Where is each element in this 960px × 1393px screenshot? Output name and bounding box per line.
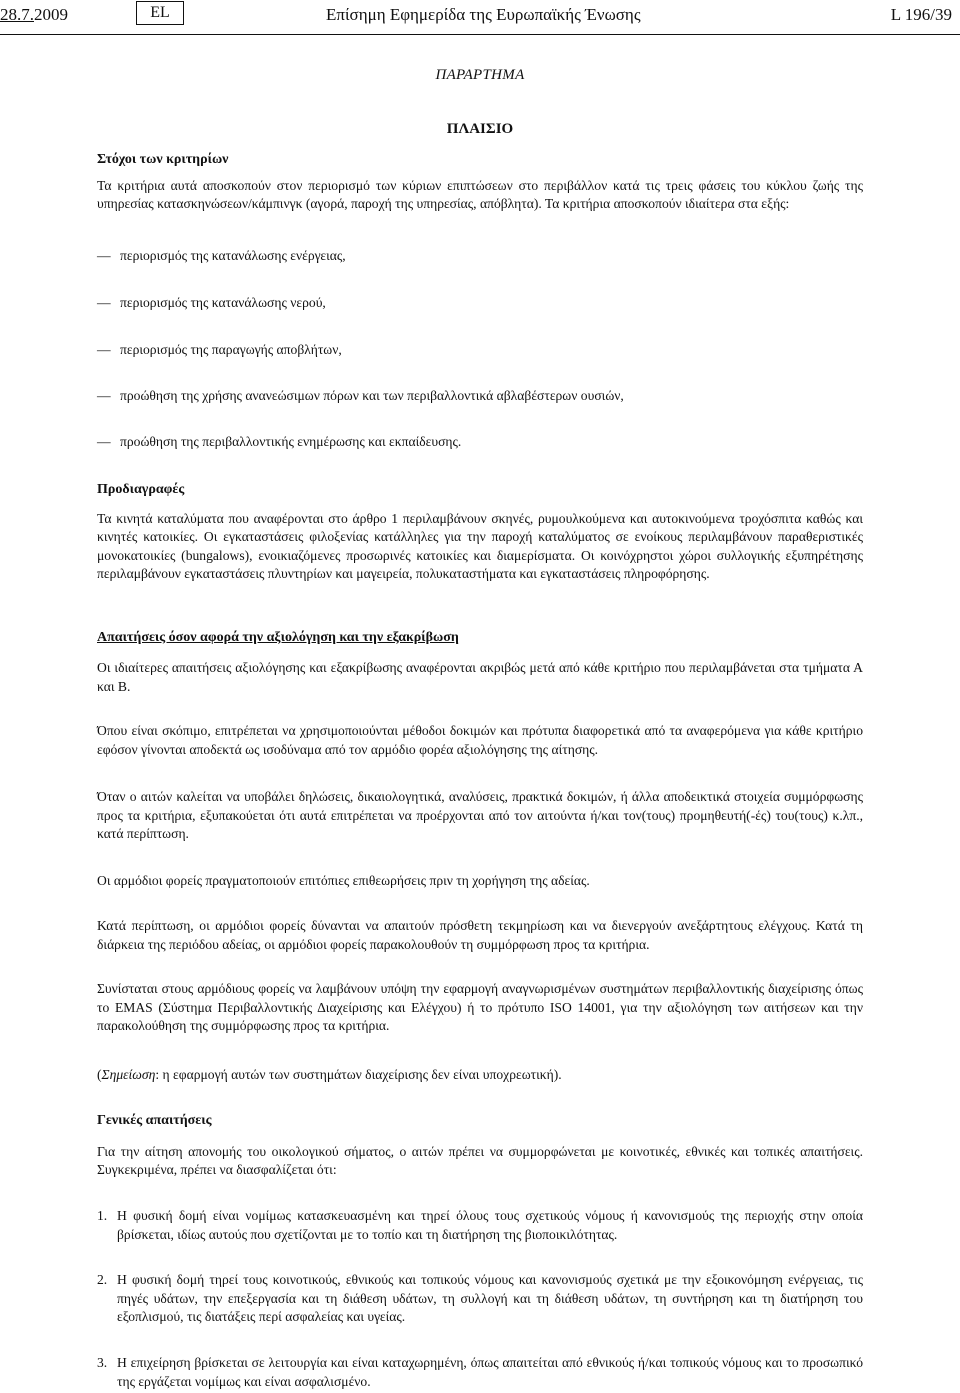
publication-date-year: 2009 xyxy=(34,5,68,24)
assessment-note xyxy=(97,1066,863,1085)
note-text: : η εφαρμογή αυτών των συστημάτων διαχείρισης δεν είναι υποχρεωτική). xyxy=(155,1067,562,1082)
assessment-paragraph-5-wrap xyxy=(97,917,863,954)
requirement-number: 3. xyxy=(97,1355,108,1370)
objective-item-text: προώθηση της χρήσης ανανεώσιμων πόρων και των περιβαλλοντικά αβλαβέστερων ουσιών, xyxy=(120,388,624,403)
framework-title: ΠΛΑΙΣΙΟ xyxy=(446,121,514,137)
header-divider xyxy=(0,34,960,35)
requirement-text: Η επιχείρηση βρίσκεται σε λειτουργία και είναι καταχωρημένη, όπως απαιτείται από εθνικούς ή/και τοπικούς νόμους και το προσωπικό της εργάζεται νομίμως και είναι ασφαλισμένο. xyxy=(117,1355,863,1389)
assessment-paragraph-3-wrap xyxy=(97,788,863,844)
assessment-paragraph-6-wrap xyxy=(97,980,863,1036)
assessment-paragraph-6: Συνίσταται στους αρμόδιους φορείς να λαμβάνουν υπόψη την εφαρμογή αναγνωρισμένων συστημάτων περιβαλλοντικής διαχείρισης όπως το EMAS (Σύστημα Περιβαλλοντικής Διαχείρισης και Ελέγχου) ή το πρότυπο ISO 14001, για την αξιολόγηση των αιτήσεων και την παρακολούθηση της συμμόρφωσης προς τα κριτήρια. xyxy=(97,981,863,1033)
note-label: Σημείωση xyxy=(101,1067,156,1082)
annex-title: ΠΑΡΑΡΤΗΜΑ xyxy=(435,67,525,83)
assessment-section xyxy=(97,629,863,648)
assessment-paragraph-5: Κατά περίπτωση, οι αρμόδιοι φορείς δύνανται να απαιτούν πρόσθετη τεκμηρίωση και να διενεργούν ανεξάρτητους ελέγχους. Κατά τη διάρκεια της περιόδου αδείας, οι αρμόδιοι φορείς παρακολουθούν τη συμμόρφωση προς τα κριτήρια. xyxy=(97,918,863,952)
objective-item xyxy=(97,294,326,312)
general-section xyxy=(97,1112,863,1180)
requirement-text: Η φυσική δομή τηρεί τους κοινοτικούς, εθνικούς και τοπικούς νόμους και κανονισμούς σχετικά με την εξοικονόμηση ενέργειας, τις πηγές υδάτων, την επεξεργασία και τη διάθεση υδάτων, τη συλλογή και τη διάθεση υδάτων, τη συντήρηση και τη διατήρηση του εξοπλισμού, τις διατάξεις περί ασφαλείας και υγείας. xyxy=(117,1272,863,1324)
specifications-text: Τα κινητά καταλύματα που αναφέρονται στο άρθρο 1 περιλαμβάνουν σκηνές, ρυμουλκούμενα και αυτοκινούμενα τροχόσπιτα καθώς και κινητές κατοικίες. Οι εγκαταστάσεις φιλοξενίας κατάλληλες για την παροχή καταλύματος σε ενοίκους περιλαμβάνουν παραθεριστικές μονοκατοικίες (bungalows), ενοικιαζόμενες προσωρινές κατοικίες και διαμερίσματα. Οι κοινόχρηστοι χώροι συλλογικής εξυπηρέτησης περιλαμβάνουν εγκαταστάσεις πλυντηρίων και μαγειρεία, πολυκαταστήματα και εγκαταστάσεις πληροφόρησης. xyxy=(97,510,863,581)
objective-item xyxy=(97,387,624,405)
objective-item-text: περιορισμός της κατανάλωσης νερού, xyxy=(120,295,326,310)
objective-item xyxy=(97,341,342,359)
dash-mark: — xyxy=(97,295,111,310)
assessment-paragraph-2: Όπου είναι σκόπιμο, επιτρέπεται να χρησιμοποιούνται μέθοδοι δοκιμών και πρότυπα διαφορετικά από τα αναφερόμενα για κάθε κριτήριο εφόσον γίνονται αποδεκτά ως ισοδύναμα από τον αρμόδιο φορέα αξιολόγησης της αίτησης. xyxy=(97,723,863,757)
dash-mark: — xyxy=(97,342,111,357)
assessment-paragraph-1-wrap xyxy=(97,659,863,696)
dash-mark: — xyxy=(97,388,111,403)
requirement-number: 2. xyxy=(97,1272,108,1287)
publication-date xyxy=(0,5,68,25)
page-reference: L 196/39 xyxy=(890,5,952,24)
specifications-section xyxy=(97,481,863,584)
dash-mark: — xyxy=(97,248,111,263)
requirement-item xyxy=(97,1271,863,1327)
assessment-paragraph-1: Οι ιδιαίτερες απαιτήσεις αξιολόγησης και εξακρίβωσης αναφέρονται ακριβώς μετά από κάθε κριτήριο που περιλαμβάνεται στα τμήματα Α και Β. xyxy=(97,660,863,694)
objectives-intro: Τα κριτήρια αυτά αποσκοπούν στον περιορισμό των κύριων επιπτώσεων στο περιβάλλον κατά τις τρεις φάσεις του κύκλου ζωής της υπηρεσίας κατασκηνώσεων/κάμπινγκ (αγορά, παροχή της υπηρεσίας, απόβλητα). Τα κριτήρια αποσκοπούν ιδιαίτερα στα εξής: xyxy=(97,177,863,211)
assessment-paragraph-4: Οι αρμόδιοι φορείς πραγματοποιούν επιτόπιες επιθεωρήσεις πριν τη χορήγηση της αδείας. xyxy=(97,873,590,888)
general-intro: Για την αίτηση απονομής του οικολογικού σήματος, ο αιτών πρέπει να συμμορφώνεται με κοινοτικές, εθνικές και τοπικές απαιτήσεις. Συγκεκριμένα, πρέπει να διασφαλίζεται ότι: xyxy=(97,1143,863,1177)
publication-date-prefix: 28.7. xyxy=(0,5,34,24)
note-open: ( xyxy=(97,1067,102,1082)
objective-item-text: προώθηση της περιβαλλοντικής ενημέρωσης και εκπαίδευσης. xyxy=(120,434,462,449)
assessment-paragraph-4-wrap xyxy=(97,872,863,891)
requirement-number: 1. xyxy=(97,1208,108,1223)
language-code: EL xyxy=(136,1,184,25)
requirement-item xyxy=(97,1354,863,1391)
assessment-paragraph-2-wrap xyxy=(97,722,863,759)
specifications-heading: Προδιαγραφές xyxy=(97,482,185,497)
objectives-section xyxy=(97,151,863,214)
assessment-heading: Απαιτήσεις όσον αφορά την αξιολόγηση και την εξακρίβωση xyxy=(97,630,459,645)
requirement-text: Η φυσική δομή είναι νομίμως κατασκευασμένη και τηρεί όλους τους σχετικούς νόμους ή κανονισμούς της περιοχής στην οποία βρίσκεται, ιδίως αυτούς που σχετίζονται με το τοπίο και τη διατήρηση της βιοποικιλότητας. xyxy=(117,1208,863,1242)
objective-item xyxy=(97,433,461,451)
objective-item-text: περιορισμός της κατανάλωσης ενέργειας, xyxy=(120,248,346,263)
general-heading: Γενικές απαιτήσεις xyxy=(97,1113,212,1128)
dash-mark: — xyxy=(97,434,111,449)
assessment-paragraph-3: Όταν ο αιτών καλείται να υποβάλει δηλώσεις, δικαιολογητικά, αναλύσεις, πρακτικά δοκιμών, ή άλλα αποδεικτικά στοιχεία συμμόρφωσης προς τα κριτήρια, εξυπακούεται ότι αυτά επιτρέπεται να προέρχονται από τον αιτούντα ή/και τον(τους) προμηθευτή(-ές) του(τους) κ.λπ., κατά περίπτωση. xyxy=(97,789,863,841)
requirement-item xyxy=(97,1207,863,1244)
objective-item-text: περιορισμός της παραγωγής αποβλήτων, xyxy=(120,342,342,357)
objective-item xyxy=(97,247,346,265)
page-header xyxy=(0,0,960,36)
objectives-heading: Στόχοι των κριτηρίων xyxy=(97,152,229,167)
journal-title: Επίσημη Εφημερίδα της Ευρωπαϊκής Ένωσης xyxy=(326,5,641,24)
